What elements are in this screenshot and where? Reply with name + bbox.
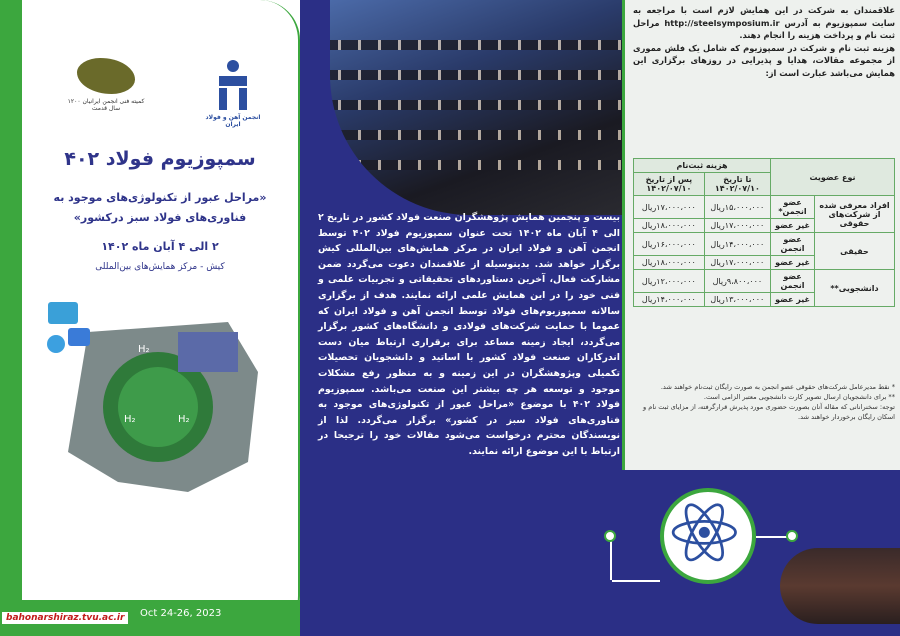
intro-text-2: مراحل ثبت نام و پرداخت هزینه را انجام دهند. [633, 17, 895, 41]
connector-line [612, 580, 660, 582]
svg-text:H₂: H₂ [178, 414, 190, 425]
footer-bar [0, 600, 300, 636]
heritage-logo-caption: کمیته فنی انجمن ایرانیان ۱۲۰۰ سال قدمت [67, 98, 145, 112]
heritage-logo-icon [77, 58, 135, 94]
connector-dot [786, 530, 798, 542]
footnote-3: توجه: سخنرانانی که مقاله آنان بصورت حضوری مورد پذیرش قرارگرفته، از مزایای ثبت نام و اسکان رایگان برخوردار خواهند شد. [642, 403, 895, 421]
table-row: غیر عضو ۱۷،۰۰۰،۰۰۰ریال ۱۸،۰۰۰،۰۰۰ریال [634, 256, 895, 270]
association-logo [198, 60, 268, 128]
green-steel-illustration [28, 292, 278, 502]
subtitle: «مراحل عبور از تکنولوژی‌های موجود به فناوری‌های فولاد سبز درکشور» [53, 191, 267, 224]
table-row: افراد معرفی شده از شرکت‌های حقوقی عضو انجمن* ۱۵،۰۰۰،۰۰۰ریال ۱۷،۰۰۰،۰۰۰ریال [634, 196, 895, 219]
website-link[interactable]: bahonarshiraz.tvu.ac.ir [2, 612, 128, 624]
connector-line [610, 540, 612, 580]
event-date: ۲ الی ۴ آبان ماه ۱۴۰۲ [101, 240, 219, 253]
footnote-1: * نقط مدیرعامل شرکت‌های حقوقی عضو انجمن به صورت رایگان ثبت‌نام خواهند شد. [660, 383, 895, 391]
footnote-2: ** برای دانشجویان ارسال تصویر کارت دانشجویی معتبر الزامی است. [703, 393, 895, 401]
svg-text:H₂: H₂ [138, 344, 150, 355]
intro-text-1: علاقمندان به شرکت در این همایش لازم است با مراجعه به سایت سمپوزیوم به آدرس [633, 5, 896, 28]
symposium-site-link[interactable]: http://steelsymposium.ir [664, 17, 780, 28]
intro-text-3: هزینه ثبت نام و شرکت در سمپوزیوم که شامل یک فلش مموری از مجموعه مقالات، هدایا و پذیرایی در روزهای برگزاری این همایش می‌باشد عبارت است از: [633, 42, 895, 78]
connector-line [756, 536, 790, 538]
event-date-en: Oct 24-26, 2023 [140, 608, 222, 619]
association-logo-caption: انجمن آهن و فولاد ایران [205, 114, 261, 128]
page-title: سمپوزیوم فولاد ۴۰۲ [64, 148, 256, 170]
heritage-logo [66, 58, 146, 112]
table-header-after: پس از تاریخ ۱۴۰۲/۰۷/۱۰ [634, 173, 705, 196]
table-header-until: تا تاریخ ۱۴۰۲/۰۷/۱۰ [704, 173, 770, 196]
registration-intro [633, 4, 895, 80]
audience-photo [330, 0, 625, 215]
fees-table [633, 158, 895, 307]
conference-photo [780, 548, 900, 624]
footnotes [633, 382, 895, 422]
table-row: غیر عضو ۱۳،۰۰۰،۰۰۰ریال ۱۴،۰۰۰،۰۰۰ریال [634, 293, 895, 307]
event-venue: کیش - مرکز همایش‌های بین‌المللی [95, 262, 225, 272]
registration-panel [622, 0, 900, 470]
table-row: حقیقی عضو انجمن ۱۴،۰۰۰،۰۰۰ریال ۱۶،۰۰۰،۰۰۰ریال [634, 233, 895, 256]
svg-text:H₂: H₂ [124, 414, 136, 425]
association-logo-icon [213, 60, 253, 110]
table-row: غیر عضو ۱۷،۰۰۰،۰۰۰ریال ۱۸،۰۰۰،۰۰۰ریال [634, 219, 895, 233]
connector-dot [604, 530, 616, 542]
description-paragraph: بیست و پنجمین همایش پژوهشگران صنعت فولاد کشور در تاریخ ۲ الی ۴ آبان ماه ۱۴۰۲ تحت عنوان سمپوزیوم فولاد ۴۰۲ توسط انجمن آهن و فولاد ایران در مرکز همایش‌های بین‌المللی کیش برگزار خواهد شد. بدینوسیله از علاقمندان دعوت می‌گردد ضمن مشارکت فعال، آخرین دستاوردهای تحقیقاتی و تجربیات علمی و فنی خود را در این همایش علمی ارائه نمایند. هدف از برگزاری سالانه سمپوزیوم‌های فولاد توسط انجمن آهن و فولاد ایران که عموما با حمایت شرکت‌های فولادی و دانشگاه‌های کشور برگزار می‌گردد، ایجاد زمینه مساعد برای برقراری ارتباط میان دست اندرکاران صنعت فولاد کشور با اساتید و دانشجویان تحصیلات تکمیلی وپژوهشگران در این زمینه و به منظور رفع مشکلات موجود و توسعه هر چه بیشتر این صنعت می‌باشد. سمپوزیوم فولاد ۴۰۲ با موضوع «مراحل عبور از تکنولوژی‌های موجود به فناوری‌های فولاد سبز در کشور» برگزار می‌گردد. لذا از نویسندگان محترم درخواست می‌شود مقالات خود را ترجیحا در ارتباط با این موضوع ارائه نمایند. [318, 212, 621, 457]
table-header-type: نوع عضویت [771, 159, 895, 196]
left-card [0, 0, 300, 636]
atom-icon [660, 488, 756, 584]
table-row: دانشجویی** عضو انجمن ۹،۸۰۰،۰۰۰ریال ۱۲،۰۰۰،۰۰۰ریال [634, 270, 895, 293]
table-header-fee: هزینه ثبت‌نام [634, 159, 771, 173]
